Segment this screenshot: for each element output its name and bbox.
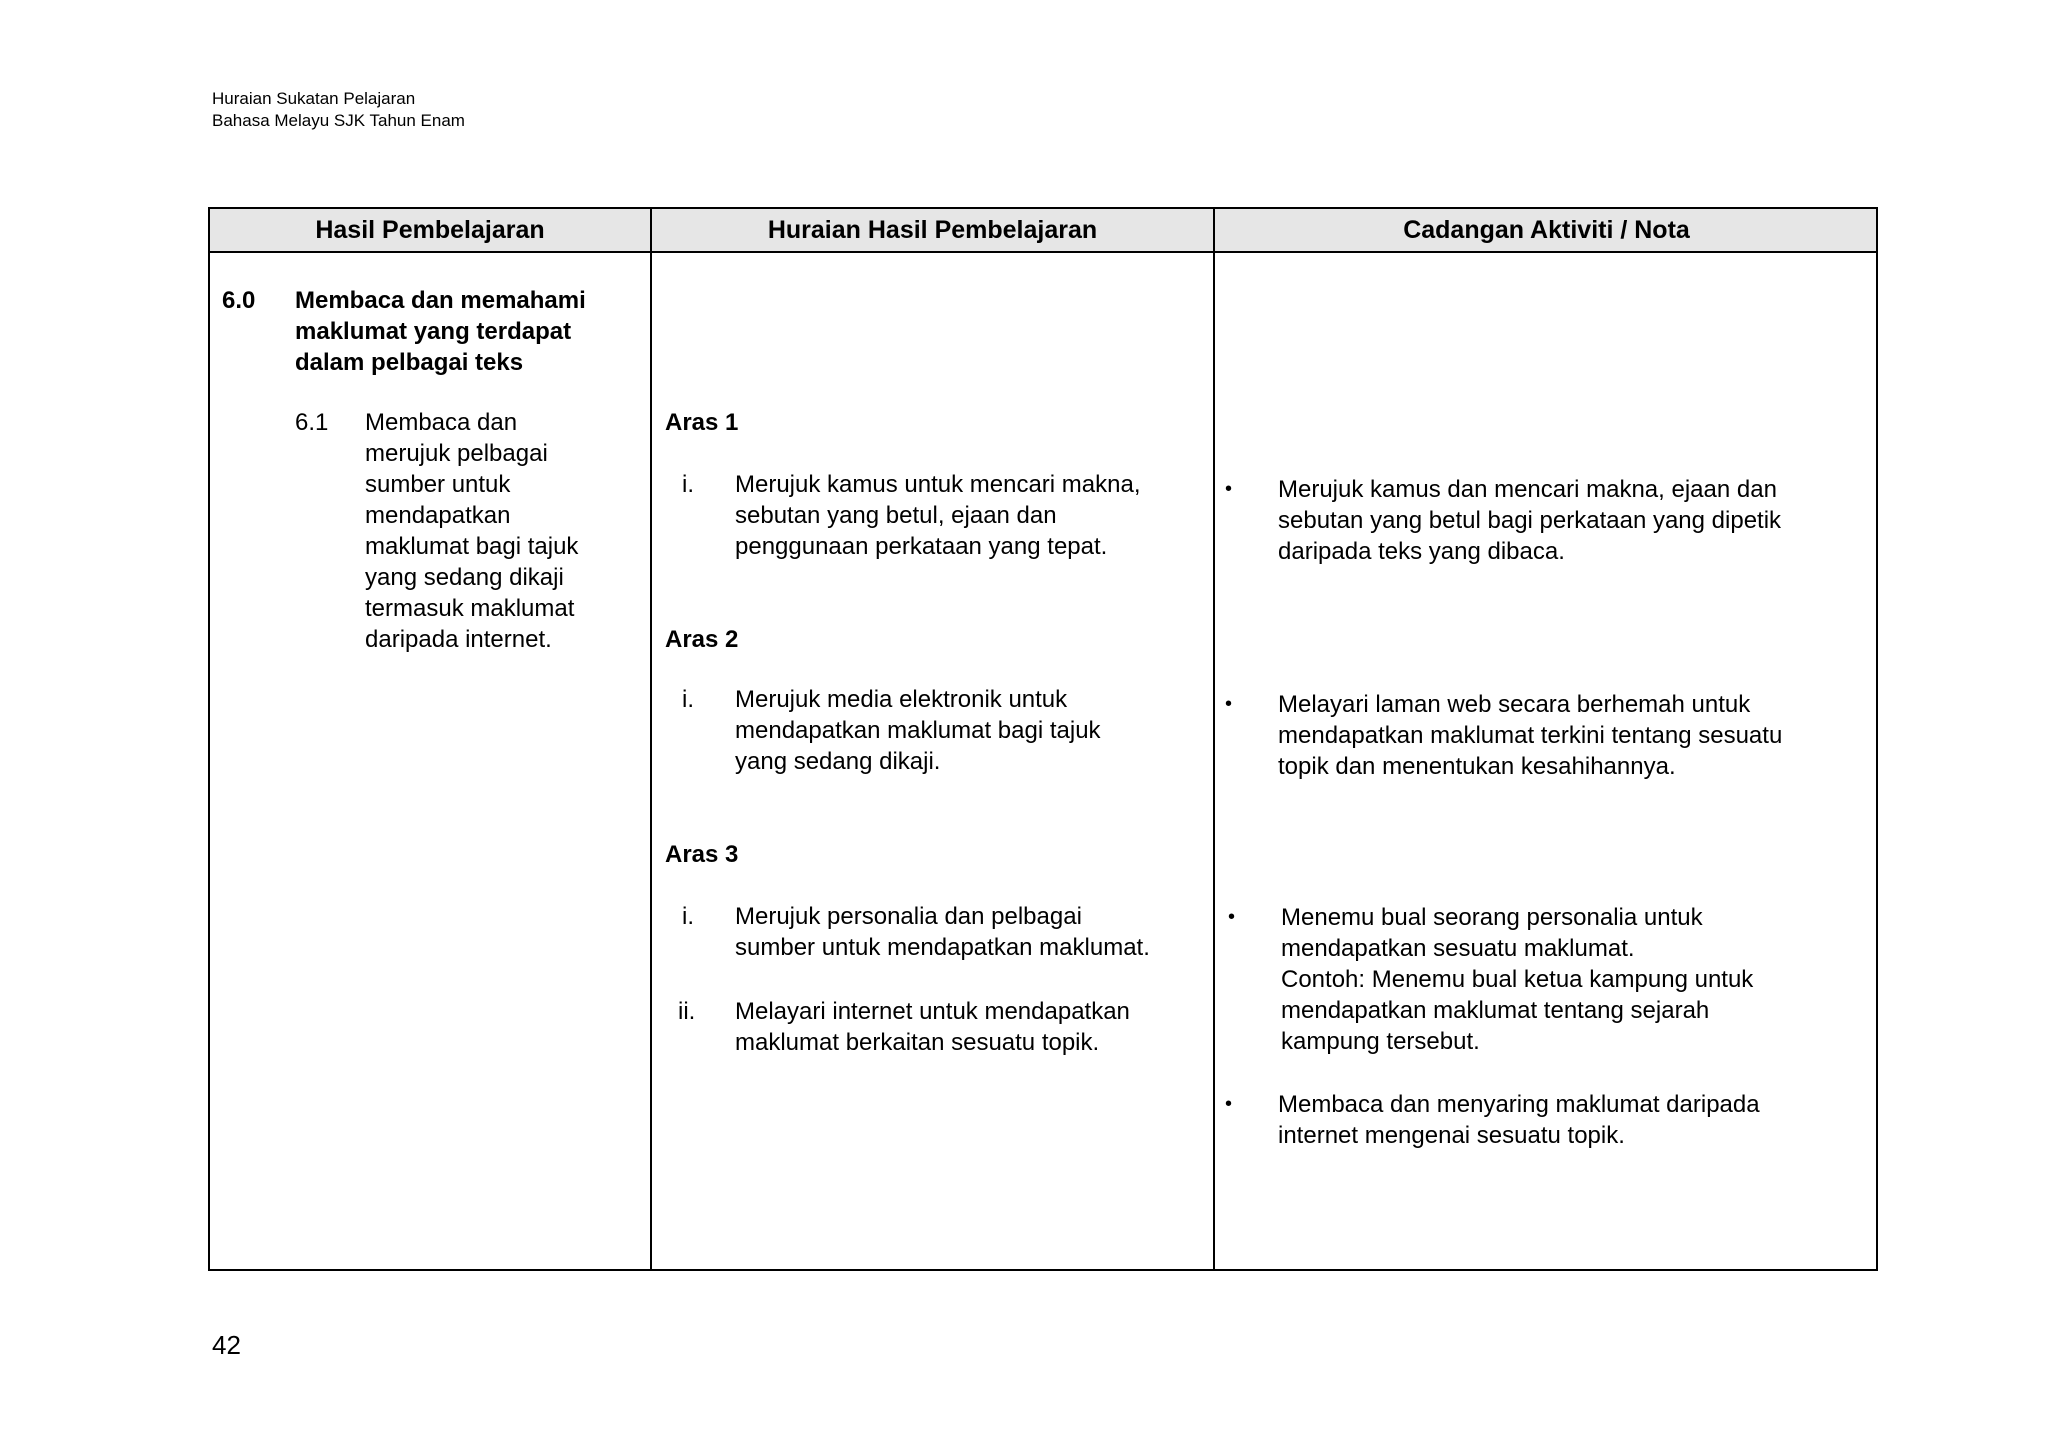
activity-line: Melayari laman web secara berhemah untuk [1278,691,1751,718]
item-line: sumber untuk mendapatkan maklumat. [735,934,1150,961]
item-line: Merujuk kamus untuk mencari makna, [735,471,1141,498]
main-objective-line: maklumat yang terdapat [295,318,572,345]
item-line: mendapatkan maklumat bagi tajuk [735,717,1101,744]
column-header-huraian: Huraian Hasil Pembelajaran [767,216,1098,244]
activity-line: internet mengenai sesuatu topik. [1278,1122,1625,1149]
activity-line: kampung tersebut. [1281,1028,1480,1055]
activity-line: mendapatkan maklumat terkini tentang sesuatu [1278,722,1783,749]
sub-objective-line: Membaca dan [365,409,518,436]
column-divider-2 [1213,209,1215,1269]
level-3-item-1-text [735,901,1150,963]
sub-objective-line: termasuk maklumat [365,595,575,622]
sub-objective-text [365,407,578,655]
item-line: penggunaan perkataan yang tepat. [735,533,1108,560]
main-objective-title [295,285,586,378]
main-objective-line: dalam pelbagai teks [295,349,524,376]
column-header-cadangan: Cadangan Aktiviti / Nota [1403,216,1690,244]
activity-3-text [1281,902,1753,1057]
activity-line: mendapatkan sesuatu maklumat. [1281,935,1635,962]
item-line: sebutan yang betul, ejaan dan [735,502,1057,529]
sub-objective-line: daripada internet. [365,626,552,653]
header-line-1: Huraian Sukatan Pelajaran [212,89,416,108]
bullet-icon: • [1225,1093,1233,1115]
bullet-icon: • [1225,693,1233,715]
item-line: maklumat berkaitan sesuatu topik. [735,1029,1100,1056]
page-header [212,88,465,132]
level-3-item-2-text [735,996,1130,1058]
sub-objective-line: sumber untuk [365,471,511,498]
activity-line: Contoh: Menemu bual ketua kampung untuk [1281,966,1754,993]
syllabus-table [208,207,1878,1271]
level-3-label: Aras 3 [665,841,739,868]
sub-objective-line: maklumat bagi tajuk [365,533,579,560]
level-2-item-1-text [735,684,1101,777]
activity-2-text [1278,689,1782,782]
item-line: yang sedang dikaji. [735,748,941,775]
main-objective-number: 6.0 [222,287,256,314]
column-header-hasil: Hasil Pembelajaran [315,216,545,244]
bullet-icon: • [1228,906,1236,928]
level-3-item-2-numeral: ii. [678,998,696,1025]
sub-objective-line: merujuk pelbagai [365,440,548,467]
activity-line: topik dan menentukan kesahihannya. [1278,753,1676,780]
activity-line: Membaca dan menyaring maklumat daripada [1278,1091,1760,1118]
level-2-label: Aras 2 [665,626,739,653]
bullet-icon: • [1225,478,1233,500]
item-line: Merujuk media elektronik untuk [735,686,1068,713]
activity-4-text [1278,1089,1760,1151]
level-3-item-1-numeral: i. [682,903,694,930]
level-1-item-1-text [735,469,1141,562]
sub-objective-line: yang sedang dikaji [365,564,564,591]
header-line-2: Bahasa Melayu SJK Tahun Enam [212,111,465,130]
activity-line: mendapatkan maklumat tentang sejarah [1281,997,1710,1024]
item-line: Melayari internet untuk mendapatkan [735,998,1130,1025]
activity-line: daripada teks yang dibaca. [1278,538,1565,565]
activity-line: Menemu bual seorang personalia untuk [1281,904,1703,931]
main-objective-line: Membaca dan memahami [295,287,586,314]
activity-line: sebutan yang betul bagi perkataan yang dipetik [1278,507,1782,534]
table-header-row [210,209,1876,253]
page-number: 42 [212,1330,241,1360]
sub-objective-line: mendapatkan [365,502,511,529]
level-1-label: Aras 1 [665,409,739,436]
activity-line: Merujuk kamus dan mencari makna, ejaan dan [1278,476,1777,503]
level-2-item-1-numeral: i. [682,686,694,713]
sub-objective-number: 6.1 [295,409,329,436]
column-divider-1 [650,209,652,1269]
item-line: Merujuk personalia dan pelbagai [735,903,1082,930]
level-1-item-1-numeral: i. [682,471,694,498]
activity-1-text [1278,474,1781,567]
